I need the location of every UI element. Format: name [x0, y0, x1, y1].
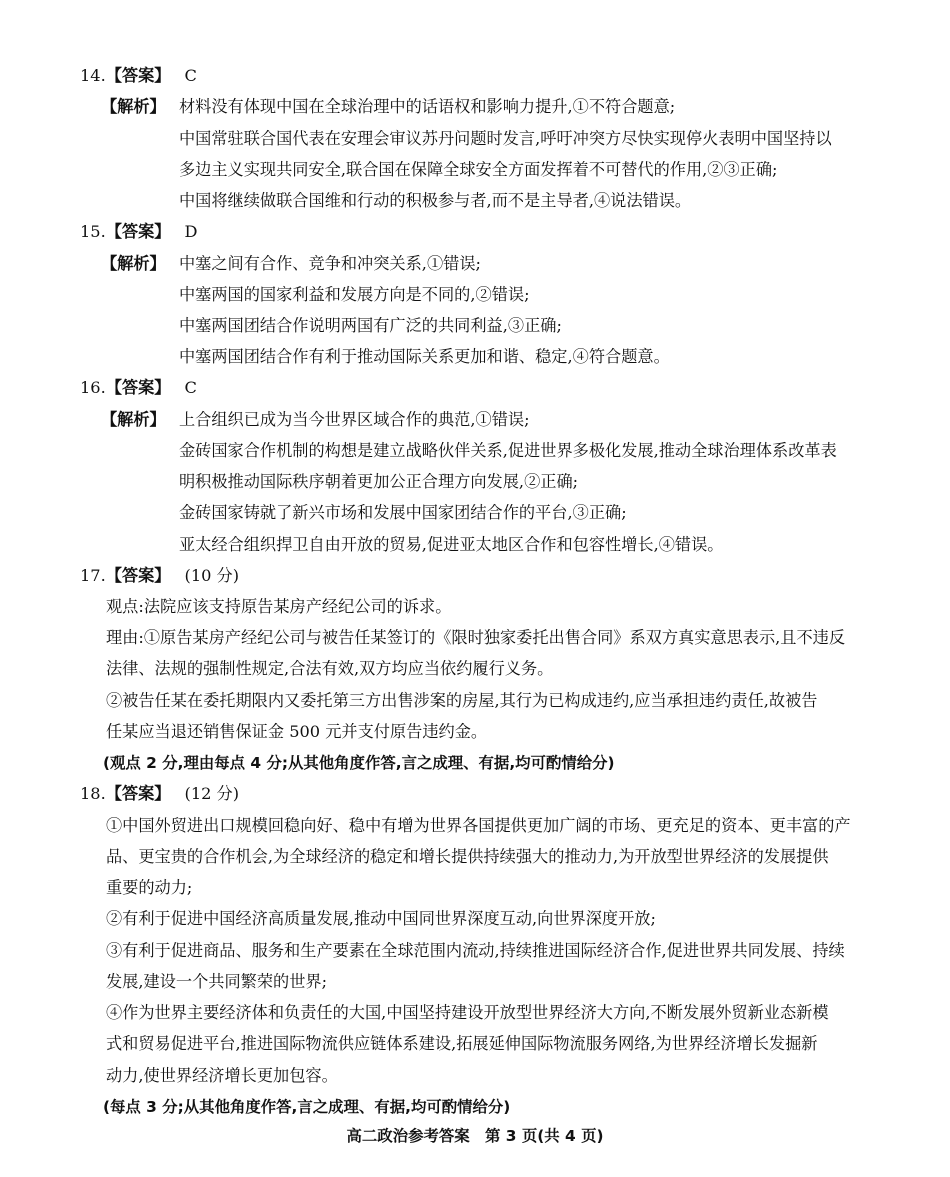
q18-points: (12 分) [184, 784, 240, 803]
q14-analysis-tag [101, 97, 166, 117]
q14-answer: C [184, 66, 197, 85]
q17-answer-tag: 【答案】 [105, 566, 171, 585]
q17-body-line-2: 理由:①原告某房产经纪公司与被告任某签订的《限时独家委托出售合同》系双方真实意思表示,且不违反 [106, 628, 846, 647]
q15-number: 15. [80, 222, 106, 241]
q15-analysis-line-1: 中塞之间有合作、竞争和冲突关系,①错误; [179, 254, 481, 273]
q14-analysis-line-1: 材料没有体现中国在全球治理中的话语权和影响力提升,①不符合题意; [179, 97, 676, 116]
q16-analysis-line-4: 金砖国家铸就了新兴市场和发展中国家团结合作的平台,③正确; [179, 503, 627, 522]
q18-body-line-9: 动力,使世界经济增长更加包容。 [106, 1066, 338, 1085]
q15-answer-tag: 【答案】 [105, 222, 171, 241]
q16-answer-tag: 【答案】 [105, 378, 171, 397]
q16-analysis-line-2: 金砖国家合作机制的构想是建立战略伙伴关系,促进世界多极化发展,推动全球治理体系改革表 [179, 441, 837, 460]
q15-analysis-tag [101, 254, 166, 274]
q16-answer-line [80, 378, 197, 398]
q15-answer: D [184, 222, 198, 241]
q14-number: 14. [80, 66, 106, 85]
q15-analysis-label: 【解析】 [101, 254, 166, 273]
q16-answer: C [184, 378, 197, 397]
q14-analysis-line-3: 多边主义实现共同安全,联合国在保障全球安全方面发挥着不可替代的作用,②③正确; [179, 160, 778, 179]
q16-analysis-line-5: 亚太经合组织捍卫自由开放的贸易,促进亚太地区合作和包容性增长,④错误。 [179, 535, 724, 554]
q16-analysis-line-1: 上合组织已成为当今世界区域合作的典范,①错误; [179, 410, 530, 429]
q14-analysis-line-2: 中国常驻联合国代表在安理会审议苏丹问题时发言,呼吁冲突方尽快实现停火表明中国坚持以 [179, 129, 832, 148]
q18-answer-tag: 【答案】 [105, 784, 171, 803]
q16-number: 16. [80, 378, 106, 397]
q14-answer-tag: 【答案】 [105, 66, 171, 85]
q16-analysis-tag [101, 410, 166, 430]
q18-body-line-2: 品、更宝贵的合作机会,为全球经济的稳定和增长提供持续强大的推动力,为开放型世界经济的发展提供 [106, 847, 829, 866]
q14-answer-line [80, 66, 197, 86]
q14-analysis-label: 【解析】 [101, 97, 166, 116]
q17-points: (10 分) [184, 566, 240, 585]
q14-analysis-line-4: 中国将继续做联合国维和行动的积极参与者,而不是主导者,④说法错误。 [179, 191, 692, 210]
q17-body-line-4: ②被告任某在委托期限内又委托第三方出售涉案的房屋,其行为已构成违约,应当承担违约责任,故被告 [106, 691, 818, 710]
q18-answer-line [80, 784, 239, 804]
q15-analysis-line-3: 中塞两国团结合作说明两国有广泛的共同利益,③正确; [179, 316, 562, 335]
q18-body-line-5: ③有利于促进商品、服务和生产要素在全球范围内流动,持续推进国际经济合作,促进世界共同发展、持续 [106, 941, 845, 960]
q17-answer-line [80, 566, 239, 586]
q17-scoring-note: (观点 2 分,理由每点 4 分;从其他角度作答,言之成理、有据,均可酌情给分) [103, 754, 615, 772]
q18-body-line-1: ①中国外贸进出口规模回稳向好、稳中有增为世界各国提供更加广阔的市场、更充足的资本、更丰富的产 [106, 816, 851, 835]
q18-number: 18. [80, 784, 106, 803]
q17-body-line-1: 观点:法院应该支持原告某房产经纪公司的诉求。 [106, 597, 452, 616]
q16-analysis-label: 【解析】 [101, 410, 166, 429]
q18-body-line-6: 发展,建设一个共同繁荣的世界; [106, 972, 328, 991]
q18-scoring-note: (每点 3 分;从其他角度作答,言之成理、有据,均可酌情给分) [103, 1098, 511, 1116]
q16-analysis-line-3: 明积极推动国际秩序朝着更加公正合理方向发展,②正确; [179, 472, 579, 491]
q15-analysis-line-4: 中塞两国团结合作有利于推动国际关系更加和谐、稳定,④符合题意。 [179, 347, 670, 366]
q18-body-line-7: ④作为世界主要经济体和负责任的大国,中国坚持建设开放型世界经济大方向,不断发展外贸新业态新模 [106, 1003, 829, 1022]
q17-body-line-5: 任某应当退还销售保证金 500 元并支付原告违约金。 [106, 722, 488, 741]
page-footer: 高二政治参考答案 第 3 页(共 4 页) [346, 1127, 604, 1145]
q18-body-line-8: 式和贸易促进平台,推进国际物流供应链体系建设,拓展延伸国际物流服务网络,为世界经济增长发掘新 [106, 1034, 818, 1053]
q18-body-line-4: ②有利于促进中国经济高质量发展,推动中国同世界深度互动,向世界深度开放; [106, 909, 656, 928]
q15-answer-line [80, 222, 197, 242]
q18-body-line-3: 重要的动力; [106, 878, 193, 897]
q17-body-line-3: 法律、法规的强制性规定,合法有效,双方均应当依约履行义务。 [106, 659, 554, 678]
q17-number: 17. [80, 566, 106, 585]
q15-analysis-line-2: 中塞两国的国家利益和发展方向是不同的,②错误; [179, 285, 530, 304]
